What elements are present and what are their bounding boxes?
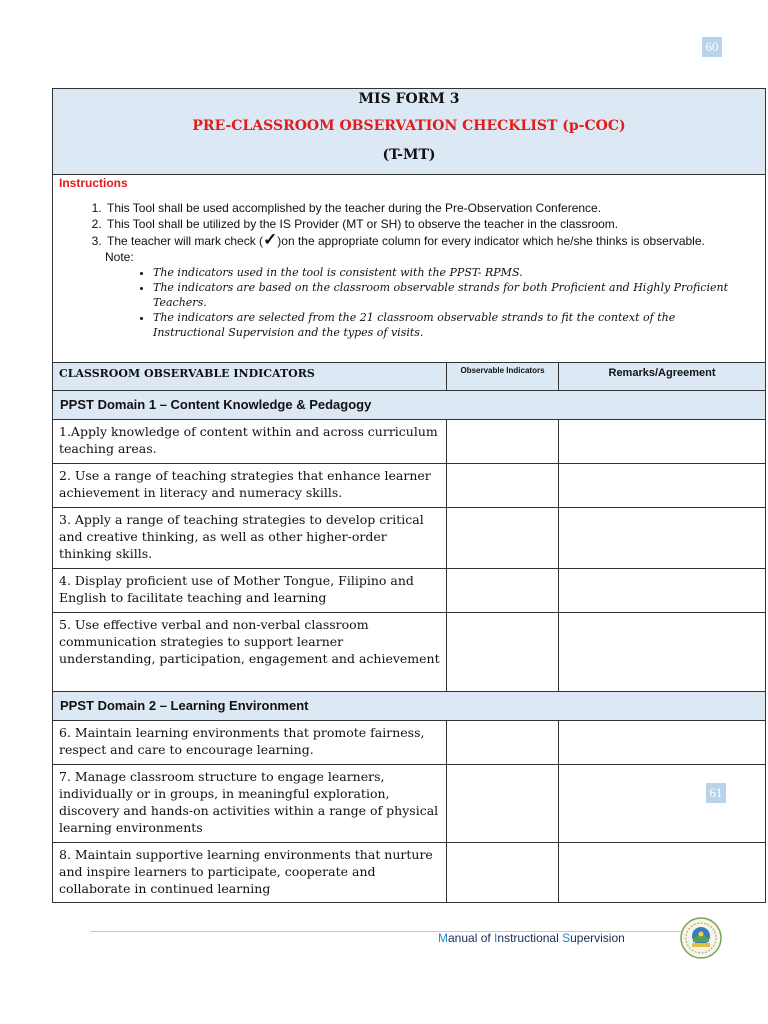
footer-word: upervision	[570, 931, 625, 945]
observable-check-cell[interactable]	[446, 613, 558, 691]
column-header-indicators: CLASSROOM OBSERVABLE INDICATORS	[59, 367, 315, 380]
footer-manual-title	[438, 931, 625, 945]
footer-initial-i: I	[494, 931, 498, 945]
remarks-cell[interactable]	[558, 464, 765, 507]
note-label: Note:	[105, 250, 134, 264]
indicator-text: 8. Maintain supportive learning environments that nurture and inspire learners to participate, cooperate and collaborate in continued learning	[59, 847, 433, 896]
remarks-cell[interactable]	[558, 508, 765, 568]
instruction-text: The teacher will mark check (	[107, 234, 264, 248]
column-header-remarks: Remarks/Agreement	[558, 363, 765, 390]
form-title: PRE-CLASSROOM OBSERVATION CHECKLIST (p-COC)	[192, 118, 626, 134]
remarks-cell[interactable]	[558, 765, 765, 842]
observable-check-cell[interactable]	[446, 420, 558, 463]
indicator-text: 6. Maintain learning environments that promote fairness, respect and care to encourage learning.	[59, 725, 425, 757]
instructions-list	[59, 200, 749, 249]
deped-region-seal-icon	[680, 917, 722, 959]
indicator-text: 7. Manage classroom structure to engage learners, individually or in groups, in meaningful exploration, discovery and hands-on activities within a range of physical learning environments	[59, 769, 439, 835]
observable-check-cell[interactable]	[446, 569, 558, 612]
remarks-cell[interactable]	[558, 420, 765, 463]
table-row	[53, 568, 765, 612]
column-header-observable: Observable Indicators	[446, 363, 558, 390]
indicator-text: 5. Use effective verbal and non-verbal classroom communication strategies to support learner understanding, participation, engagement and achievement	[59, 617, 440, 666]
footer-initial-m: M	[438, 931, 448, 945]
footer-word: nstructional	[497, 931, 563, 945]
observable-check-cell[interactable]	[446, 508, 558, 568]
footer-initial-s: S	[562, 931, 571, 945]
table-row	[53, 463, 765, 507]
indicator-text: 3. Apply a range of teaching strategies to develop critical and creative thinking, as well as other higher-order thinking skills.	[59, 512, 424, 561]
domain-1-heading: PPST Domain 1 – Content Knowledge & Pedagogy	[53, 390, 765, 419]
footer-word: anual of	[448, 931, 495, 945]
remarks-cell[interactable]	[558, 721, 765, 764]
observable-check-cell[interactable]	[446, 843, 558, 902]
indicator-text: 1.Apply knowledge of content within and across curriculum teaching areas.	[59, 424, 438, 456]
instructions-section	[59, 176, 749, 340]
table-row	[53, 612, 765, 691]
page-number-overlay: 61	[706, 783, 726, 803]
remarks-cell[interactable]	[558, 569, 765, 612]
note-item: • The indicators are based on the classroom observable strands for both Proficient and Highly Proficient Teachers.	[153, 280, 749, 310]
note-item: • The indicators are selected from the 21 classroom observable strands to fit the context of the Instructional Supervision and the types of visits.	[153, 310, 749, 340]
indicator-text: 2. Use a range of teaching strategies that enhance learner achievement in literacy and numeracy skills.	[59, 468, 431, 500]
footer-divider	[90, 931, 720, 932]
instruction-item: 1. This Tool shall be used accomplished by the teacher during the Pre-Observation Conference.	[105, 200, 749, 216]
table-row	[53, 720, 765, 764]
remarks-cell[interactable]	[558, 843, 765, 902]
observable-check-cell[interactable]	[446, 464, 558, 507]
remarks-cell[interactable]	[558, 613, 765, 691]
notes-list	[59, 265, 749, 340]
form-subtitle: (T-MT)	[382, 147, 436, 163]
observable-check-cell[interactable]	[446, 765, 558, 842]
instruction-item: 2. This Tool shall be utilized by the IS Provider (MT or SH) to observe the teacher in the classroom.	[105, 216, 749, 232]
page-number-top: 60	[702, 37, 722, 57]
table-header-row	[53, 362, 765, 390]
table-row	[53, 764, 765, 842]
table-row	[53, 842, 765, 902]
check-mark-icon: ✓	[263, 230, 278, 249]
form-number: MIS FORM 3	[358, 91, 460, 107]
table-row	[53, 507, 765, 568]
instructions-title: Instructions	[59, 176, 128, 190]
observable-check-cell[interactable]	[446, 721, 558, 764]
checklist-form	[52, 88, 766, 903]
instruction-item	[105, 232, 749, 249]
indicator-text: 4. Display proficient use of Mother Tongue, Filipino and English to facilitate teaching and learning	[59, 573, 414, 605]
instruction-text: )on the appropriate column for every indicator which he/she thinks is observable.	[277, 234, 705, 248]
domain-2-heading: PPST Domain 2 – Learning Environment	[53, 691, 765, 720]
note-item: • The indicators used in the tool is consistent with the PPST- RPMS.	[153, 265, 749, 280]
form-header	[53, 89, 765, 175]
table-row	[53, 419, 765, 463]
